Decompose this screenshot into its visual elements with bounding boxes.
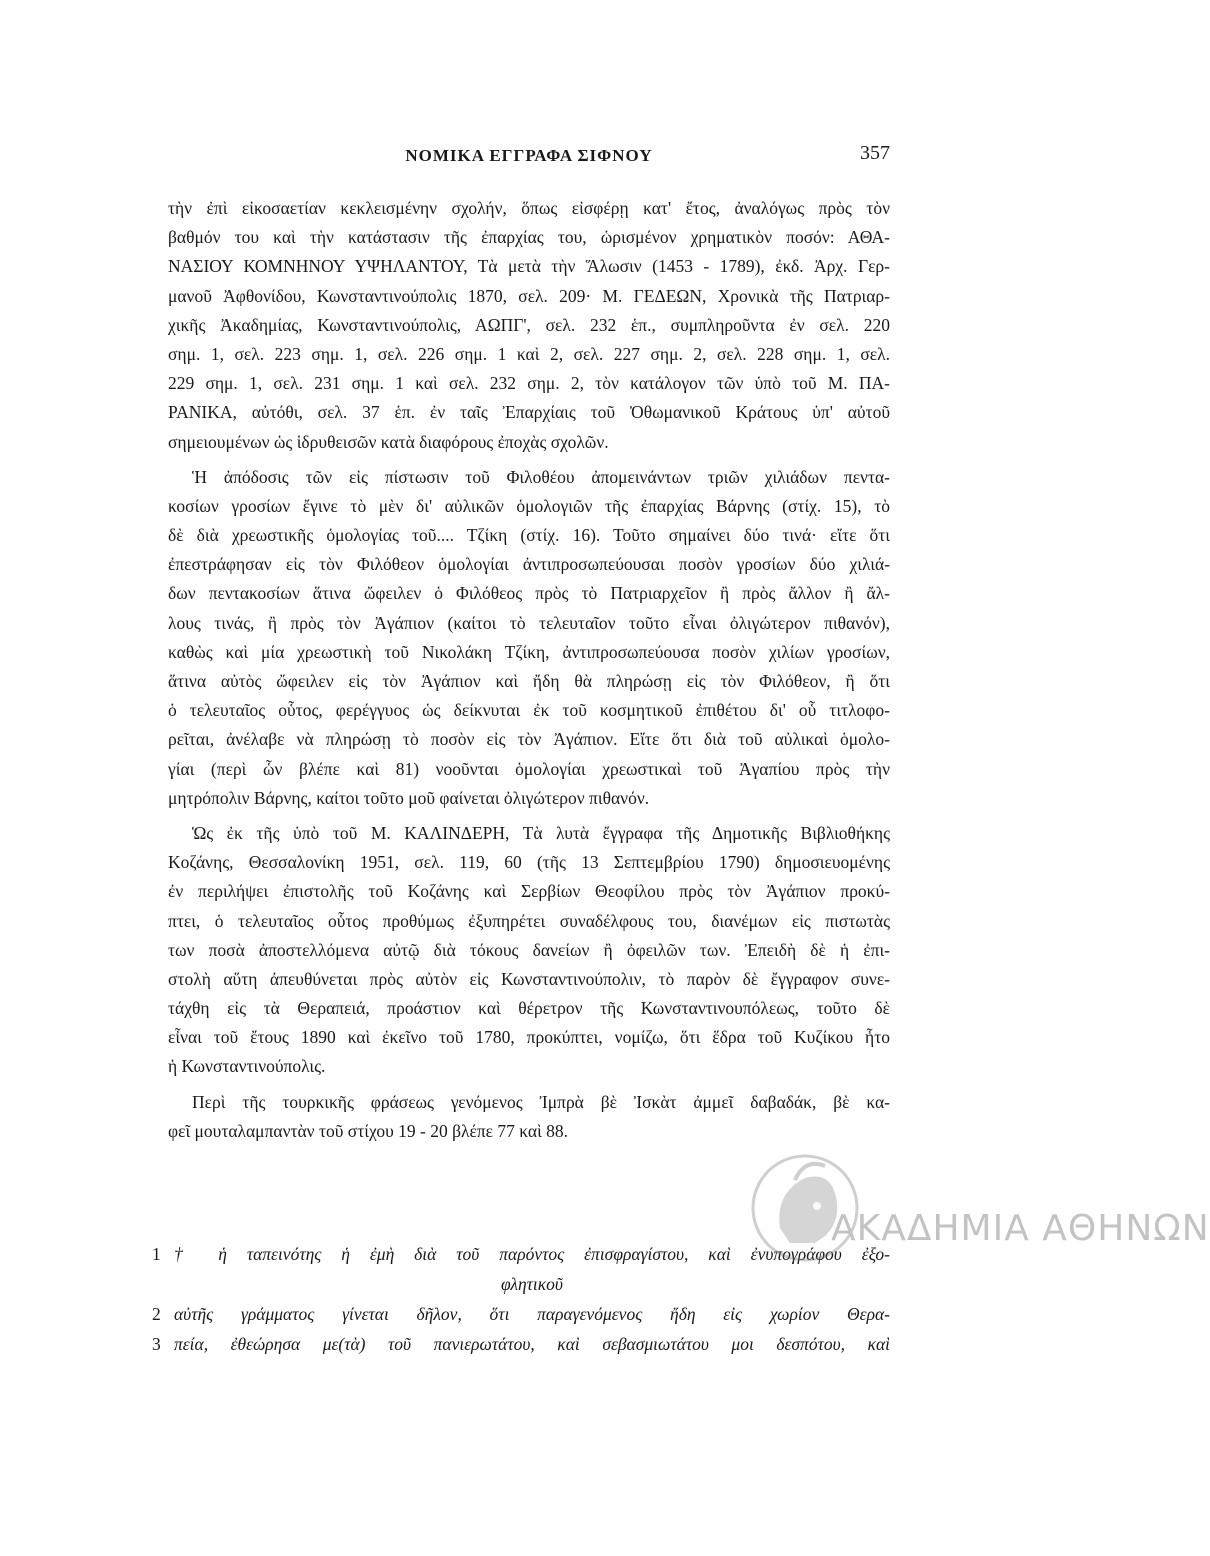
line-number: 3 (152, 1334, 161, 1354)
document-line (152, 1329, 890, 1359)
text-line: Ἡ ἀπόδοσις τῶν εἰς πίστωσιν τοῦ Φιλοθέου ἀπομεινάντων τριῶν χιλιάδων πεντα- (192, 466, 890, 487)
text-line: γίαι (περὶ ὧν βλέπε καὶ 81) νοοῦνται ὁμολογίαι χρεωστικαὶ τοῦ Ἀγαπίου πρὸς τὴν (168, 758, 890, 779)
line-number (152, 1269, 174, 1299)
document-line-text: † ἡ ταπεινότης ἡ ἐμὴ διὰ τοῦ παρόντος ἐπισφραγίστου, καὶ ἐνυπογράφου ἐξο- (174, 1244, 890, 1264)
text-line: Περὶ τῆς τουρκικῆς φράσεως γενόμενος Ἰμπρὰ βὲ Ἰσκὰτ ἀμμεῖ δαβαδάκ, βὲ κα- (192, 1091, 890, 1112)
text-line: τὴν ἐπὶ εἰκοσαετίαν κεκλεισμένην σχολήν, ὅπως εἰσφέρῃ κατ' ἔτος, ἀναλόγως πρὸς τὸν (168, 198, 890, 218)
text-line: Κοζάνης, Θεσσαλονίκη 1951, σελ. 119, 60 (τῆς 13 Σεπτεμβρίου 1790) δημοσιευομένης (168, 852, 890, 873)
watermark-text: ΑΚΑΔΗΜΙΑ ΑΘΗΝΩΝ (831, 1208, 1210, 1249)
text-line: εἶναι τοῦ ἔτους 1890 καὶ ἐκεῖνο τοῦ 1780, προκύπτει, νομίζω, ὅτι ἕδρα τοῦ Κυζίκου ἦτο (168, 1027, 890, 1048)
watermark (745, 1148, 1210, 1278)
text-line: δὲ διὰ χρεωστικῆς ὁμολογίας τοῦ.... Τζίκη (στίχ. 16). Τοῦτο σημαίνει δύο τινά· εἴτε ὅτι (168, 525, 890, 546)
text-line: ἐπεστράφησαν εἰς τὸν Φιλόθεον ὁμολογίαι ἀντιπροσωπεύουσαι ποσὸν γροσίων δύο χιλιά- (168, 554, 890, 575)
running-title: ΝΟΜΙΚΑ ΕΓΓΡΑΦΑ ΣΙΦΝΟΥ (405, 146, 653, 165)
page-header (168, 142, 890, 172)
text-line: ρεῖται, ἀνέλαβε νὰ πληρώσῃ τὸ ποσὸν εἰς τὸν Ἀγάπιον. Εἴτε ὅτι διὰ τοῦ αὐλικαὶ ὁμολο- (168, 729, 890, 750)
text-line: μητρόπολιν Βάρνης, καίτοι τοῦτο μοῦ φαίνεται ὀλιγώτερον πιθανόν. (168, 787, 650, 808)
text-line: σημειουμένων ὡς ἱδρυθεισῶν κατὰ διαφόρους ἐποχὰς σχολῶν. (168, 431, 609, 452)
text-line: βαθμόν του καὶ τὴν κατάστασιν τῆς ἐπαρχίας του, ὡρισμένον χρηματικὸν ποσόν: ΑΘΑ- (168, 227, 890, 248)
text-line: τάχθη εἰς τὰ Θεραπειά, προάστιον καὶ θέρετρον τῆς Κωνσταντινουπόλεως, τοῦτο δὲ (168, 998, 890, 1019)
text-line: χικῆς Ἀκαδημίας, Κωνσταντινούπολις, ΑΩΠΓ', σελ. 232 ἑπ., συμπληροῦντα ἐν σελ. 220 (168, 314, 890, 335)
text-line: πτει, ὁ τελευταῖος οὗτος προθύμως ἐξυπηρέτει συναδέλφους του, διανέμων εἰς πιστωτὰς (168, 910, 890, 931)
text-line: στολὴ αὕτη ἀπευθύνεται πρὸς αὐτὸν εἰς Κωνσταντινούπολιν, τὸ παρὸν δὲ ἔγγραφον συνε- (168, 968, 890, 989)
text-line: ΡΑΝΙΚΑ, αὐτόθι, σελ. 37 ἑπ. ἐν ταῖς Ἐπαρχίαις τοῦ Ὀθωμανικοῦ Κράτους ὑπ' αὐτοῦ (168, 402, 890, 423)
line-number: 2 (152, 1304, 161, 1324)
text-line: φεῖ μουταλαμπαντὰν τοῦ στίχου 19 - 20 βλέπε 77 καὶ 88. (168, 1120, 569, 1141)
text-line: Ὡς ἐκ τῆς ὑπὸ τοῦ Μ. ΚΑΛΙΝΔΕΡΗ, Τὰ λυτὰ ἔγγραφα τῆς Δημοτικῆς Βιβλιοθήκης (192, 822, 890, 843)
text-line: ἅτινα αὐτὸς ὤφειλεν εἰς τὸν Ἀγάπιον καὶ ἤδη θὰ πληρώσῃ εἰς τὸν Φιλόθεον, ἢ ὅτι (168, 671, 890, 691)
text-line: ὁ τελευταῖος οὗτος, φερέγγυος ὡς δείκνυται ἐκ τοῦ κοσμητικοῦ ἐπιθέτου δι' οὗ τιτλοφο- (168, 700, 890, 721)
page-number: 357 (860, 142, 890, 164)
document-line-text: φλητικοῦ (501, 1274, 563, 1294)
text-line: λους τινάς, ἢ πρὸς τὸν Ἀγάπιον (καίτοι τὸ τελευταῖον τοῦτο εἶναι ὀλιγώτερον πιθανόν), (168, 612, 890, 633)
text-line: 229 σημ. 1, σελ. 231 σημ. 1 καὶ σελ. 232 σημ. 2, τὸν κατάλογον τῶν ὑπὸ τοῦ Μ. ΠΑ- (168, 373, 890, 394)
text-line: δων πεντακοσίων ἅτινα ὤφειλεν ὁ Φιλόθεος πρὸς τὸ Πατριαρχεῖον ἢ πρὸς ἄλλον ἢ ἄλ- (168, 583, 890, 604)
text-line: σημ. 1, σελ. 223 σημ. 1, σελ. 226 σημ. 1 καὶ 2, σελ. 227 σημ. 2, σελ. 228 σημ. 1, σελ. (168, 343, 890, 364)
text-line: ΝΑΣΙΟΥ ΚΟΜΝΗΝΟΥ ΥΨΗΛΑΝΤΟΥ, Τὰ μετὰ τὴν Ἅλωσιν (1453 - 1789), ἐκδ. Ἀρχ. Γερ- (168, 256, 890, 277)
document-line-text: αὐτῆς γράμματος γίνεται δῆλον, ὅτι παραγενόμενος ἤδη εἰς χωρίον Θερα- (174, 1304, 890, 1324)
text-line: ἐν περιλήψει ἐπιστολῆς τοῦ Κοζάνης καὶ Σερβίων Θεοφίλου πρὸς τὸν Ἀγάπιον προκύ- (168, 881, 890, 902)
line-number: 1 (152, 1244, 161, 1264)
text-line: ἡ Κωνσταντινούπολις. (168, 1056, 326, 1077)
document-line (152, 1299, 890, 1329)
text-line: καθὼς καὶ μία χρεωστικὴ τοῦ Νικολάκη Τζίκη, ἀντιπροσωπεύουσα ποσὸν χιλίων γροσίων, (168, 641, 890, 662)
document-line-text: πεία, ἐθεώρησα με(τὰ) τοῦ πανιερωτάτου, καὶ σεβασμιωτάτου μοι δεσπότου, καὶ (174, 1334, 890, 1354)
text-line: των ποσὰ ἀποστελλόμενα αὐτῷ διὰ τόκους δανείων ἢ ὀφειλῶν των. Ἐπειδὴ δὲ ἡ ἐπι- (168, 939, 890, 960)
text-line: μανοῦ Ἀφθονίδου, Κωνσταντινούπολις 1870, σελ. 209· Μ. ΓΕΔΕΩΝ, Χρονικὰ τῆς Πατριαρ- (168, 285, 890, 306)
text-line: κοσίων γροσίων ἔγινε τὸ μὲν δι' αὐλικῶν ὁμολογιῶν τῆς ἐπαρχίας Βάρνης (στίχ. 15), τὸ (168, 495, 890, 516)
commentary-text (168, 194, 890, 1146)
